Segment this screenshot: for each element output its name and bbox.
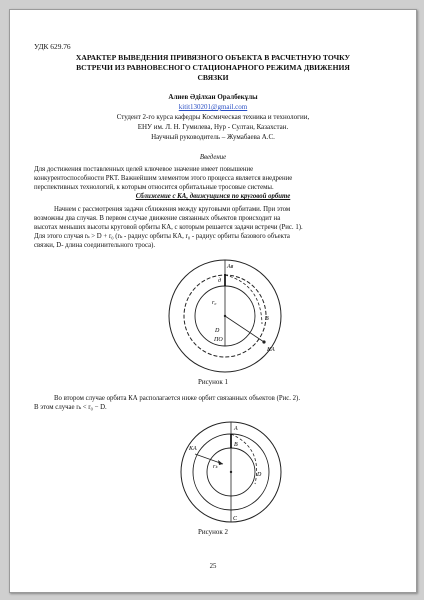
para2-line-2: В этом случае rₖ < r₀ − D. (34, 404, 107, 411)
fig1-label-D: D (215, 328, 220, 334)
fig1-label-ka: КА (267, 347, 275, 353)
intro-line-3: перспективных технологий, к которым относится орбитальные тросовые системы. (34, 184, 274, 191)
ka-point (262, 340, 265, 343)
fig2-label-rk: rₖ (213, 464, 218, 470)
fig1-label-d: д (218, 278, 222, 284)
section-heading: Сближение с КА, движущимся по круговой орбите (135, 193, 291, 200)
title-line-1: ХАРАКТЕР ВЫВЕДЕНИЯ ПРИВЯЗНОГО ОБЪЕКТА В РАСЧЕТНУЮ ТОЧКУ (75, 53, 351, 62)
figure-2-caption: Рисунок 2 (197, 528, 229, 536)
fig2-label-ka: КА (189, 446, 197, 452)
title-line-2: ВСТРЕЧИ ИЗ РАВНОВЕСНОГО СТАЦИОНАРНОГО РЕЖИМА ДВИЖЕНИЯ (76, 63, 350, 72)
affiliation-line-2: ЕНУ им. Л. Н. Гумилева, Нур - Султан, Казахстан. (137, 123, 289, 131)
fig2-label-c: С (233, 516, 238, 522)
udc-code: УДК 629.76 (34, 42, 71, 51)
section-line-5: связки, D- длина соединительного троса). (34, 242, 156, 249)
fig1-label-r0: r₀ (212, 300, 217, 306)
figure-1-caption: Рисунок 1 (197, 378, 229, 386)
intro-heading: Введение (199, 154, 227, 161)
document-page (9, 9, 417, 593)
transfer-arc (225, 275, 262, 324)
intro-line-2: конкурентоспособности РКТ. Важнейшим элементом этого процесса является внедрение (34, 175, 293, 182)
center-point (230, 471, 232, 473)
fig2-label-D: D (257, 472, 262, 478)
fig1-label-po: ПО (214, 337, 223, 343)
fig2-label-a: А (234, 426, 238, 432)
section-line-4: Для этого случая rₖ > D + r₀ (rₖ - радиус орбиты КА, r₀ - радиус орбиты базового объекта (34, 233, 290, 240)
title-line-3: СВЯЗКИ (197, 73, 229, 82)
affiliation-line-3: Научный руководитель – Жумабаева А.С. (151, 133, 275, 141)
fig1-label-v: В (265, 316, 269, 322)
arrow-head (218, 460, 223, 465)
section-line-2: возможны два случая. В первом случае движение связанных объектов происходит на (34, 215, 281, 222)
author-name: Алиев Әділхан Оралбекұлы (168, 93, 258, 101)
section-line-3: высотах меньших высоты круговой орбиты КА, с которым решается задачи встречи (Рис. 1). (34, 224, 303, 231)
page-number: 25 (209, 563, 217, 570)
center-point (224, 315, 226, 317)
intro-line-1: Для достижения поставленных целей ключевое значение имеет повышение (34, 166, 254, 173)
section-line-1: Начнем с рассмотрения задачи сближения между круговыми орбитами. При этом (54, 206, 291, 213)
figure-1-orbit-diagram (165, 254, 295, 376)
para2-line-1: Во втором случае орбита КА располагается ниже орбит связанных объектов (Рис. 2). (54, 395, 301, 402)
fig2-label-v: В (234, 442, 238, 448)
author-email-link[interactable]: kitit130201@gmail.com (178, 103, 248, 111)
figure-2-orbit-diagram (175, 414, 287, 526)
radius-line (225, 316, 264, 342)
fig1-label-av: Ав (227, 264, 234, 270)
affiliation-line-1: Студент 2-го курса кафедры Космическая техника и технологии, (116, 113, 310, 121)
